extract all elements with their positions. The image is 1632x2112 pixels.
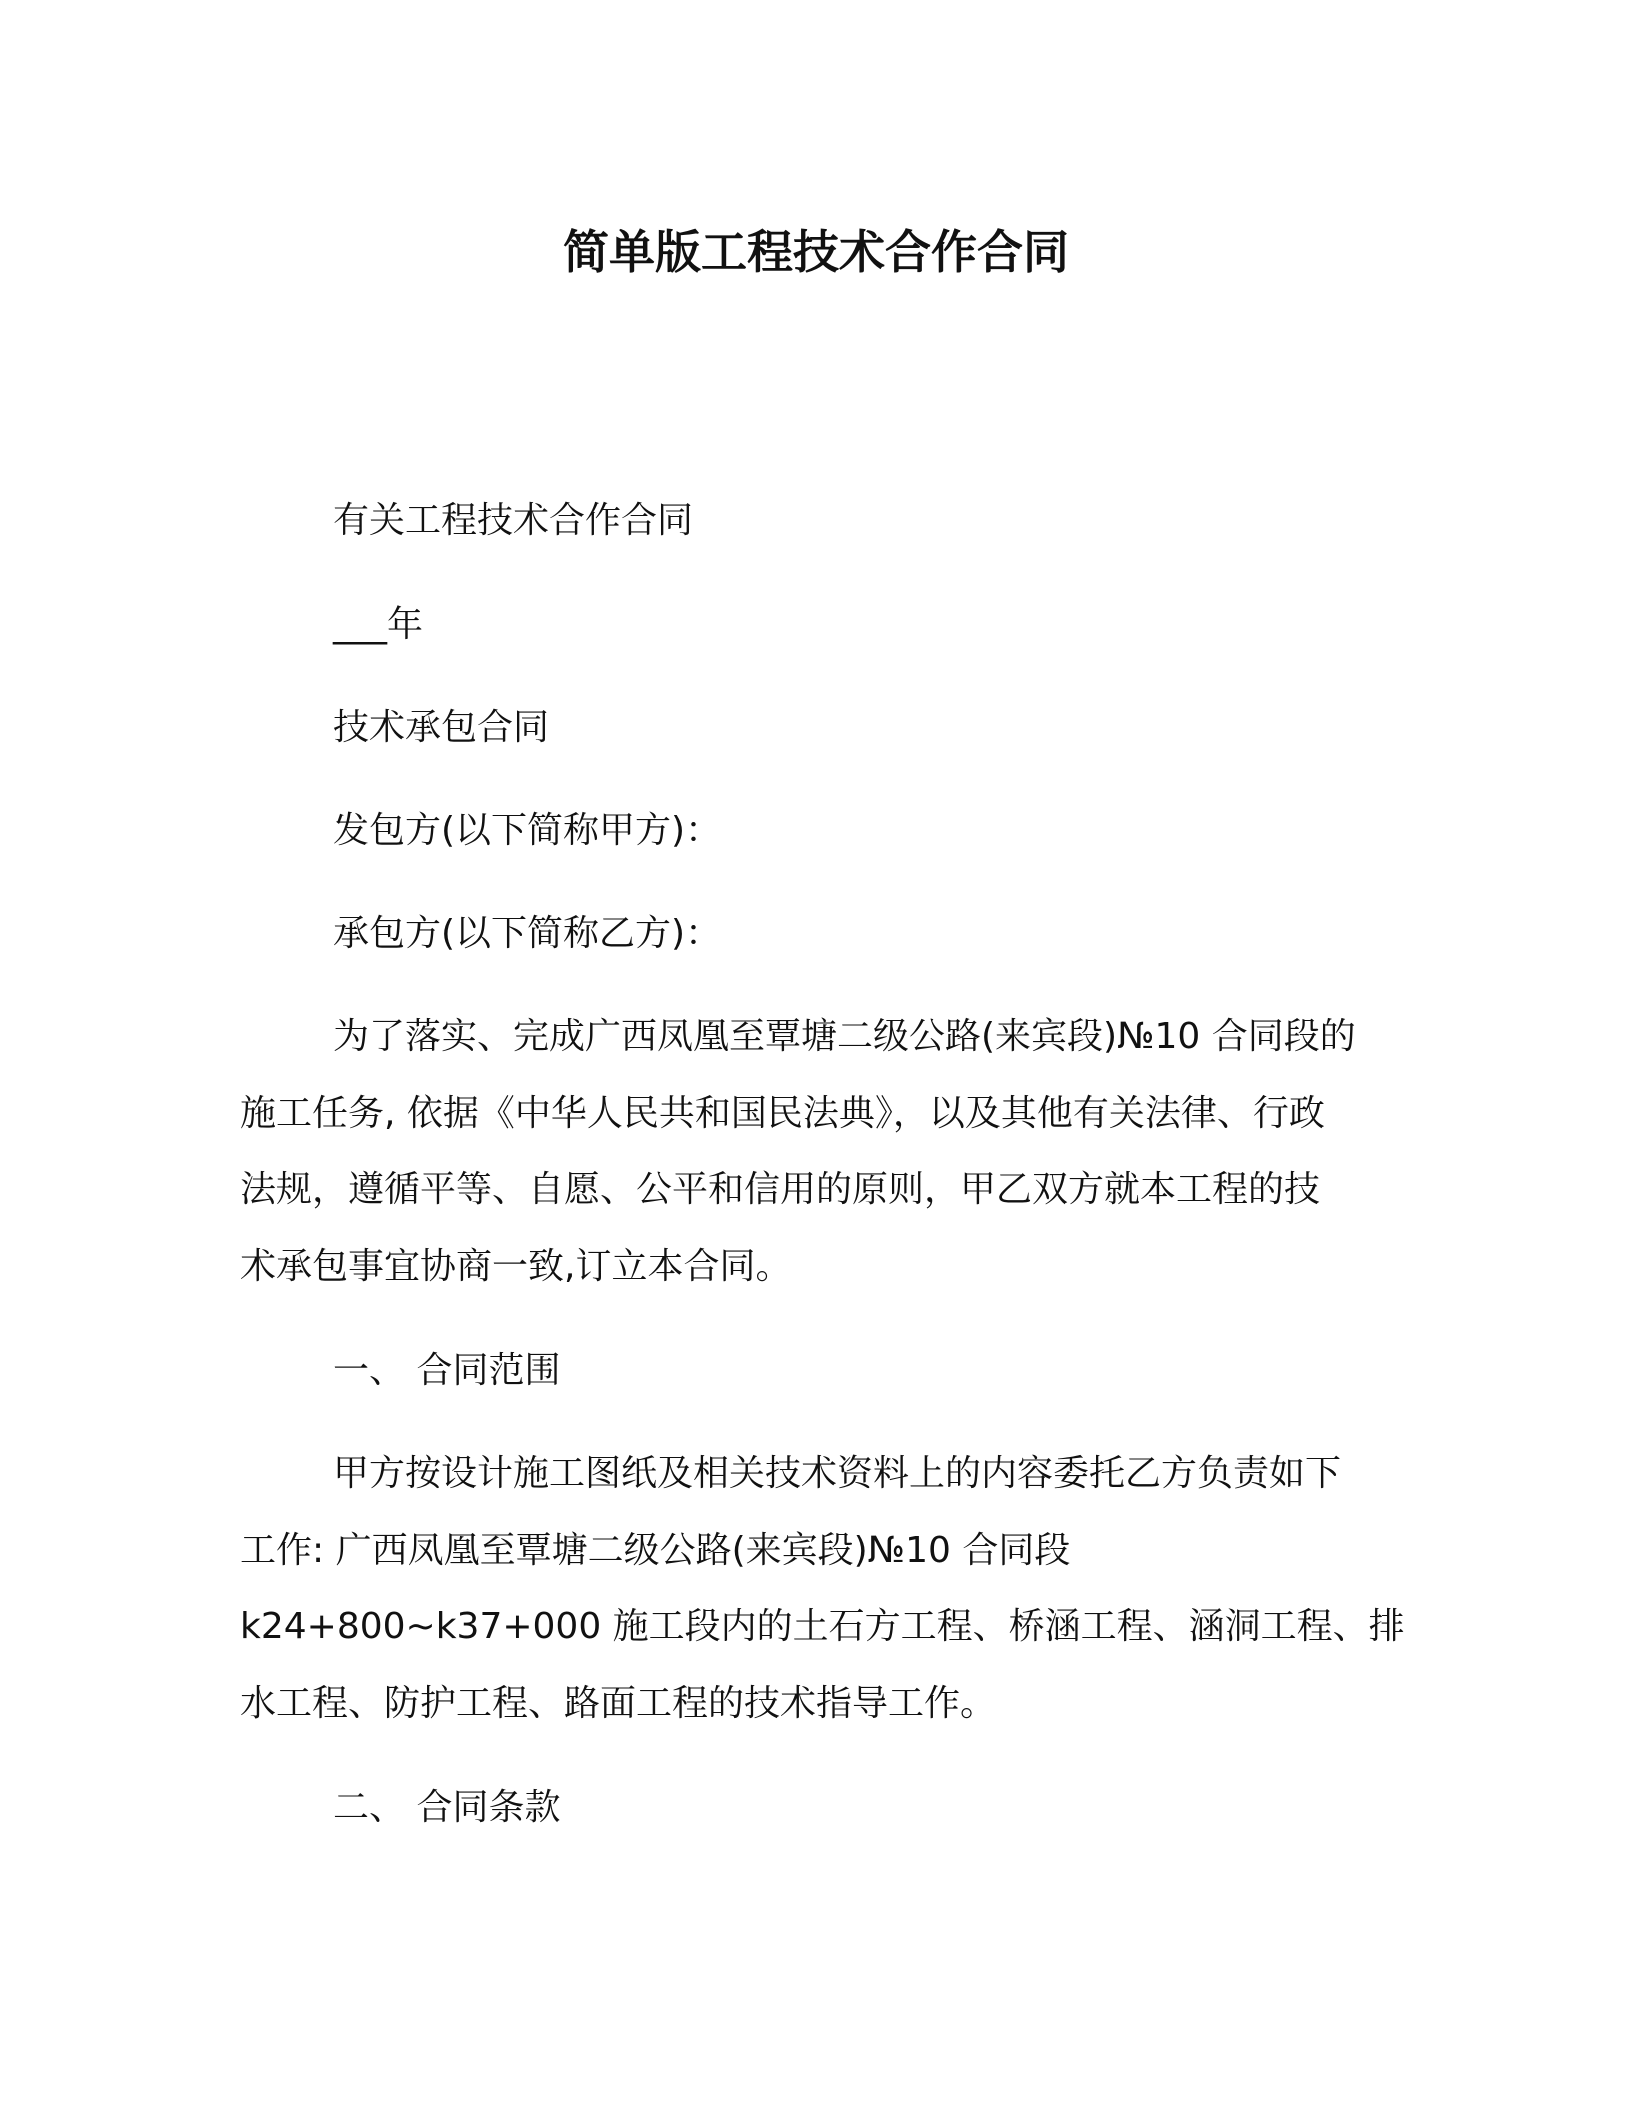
scope-paragraph-line: 甲方按设计施工图纸及相关技术资料上的内容委托乙方负责如下 (333, 1453, 1342, 1494)
intro-paragraph-line: 法规，遵循平等、自愿、公平和信用的原则，甲乙双方就本工程的技 (240, 1169, 1321, 1210)
section-heading-scope: 一、 合同范围 (333, 1350, 561, 1391)
scope-paragraph-line: k24+800~k37+000 施工段内的土石方工程、桥涵工程、涵洞工程、排 (240, 1606, 1405, 1647)
section-heading-terms: 二、 合同条款 (333, 1787, 561, 1828)
scope-paragraph-line: 水工程、防护工程、路面工程的技术指导工作。 (240, 1683, 997, 1724)
party-b-line: 承包方(以下简称乙方)： (333, 913, 722, 954)
party-a-line: 发包方(以下简称甲方)： (333, 810, 722, 851)
intro-paragraph-line: 为了落实、完成广西凤凰至覃塘二级公路(来宾段)№10 合同段的 (333, 1016, 1356, 1057)
page-title: 简单版工程技术合作合同 (563, 225, 1069, 279)
document-subtitle: 有关工程技术合作合同 (333, 500, 694, 541)
year-line: ___年 (333, 604, 424, 645)
contract-type: 技术承包合同 (333, 707, 550, 748)
intro-paragraph-line: 施工任务, 依据《中华人民共和国民法典》，以及其他有关法律、行政 (240, 1093, 1325, 1134)
intro-paragraph-line: 术承包事宜协商一致,订立本合同。 (240, 1246, 792, 1287)
scope-paragraph-line: 工作: 广西凤凰至覃塘二级公路(来宾段)№10 合同段 (240, 1530, 1071, 1571)
